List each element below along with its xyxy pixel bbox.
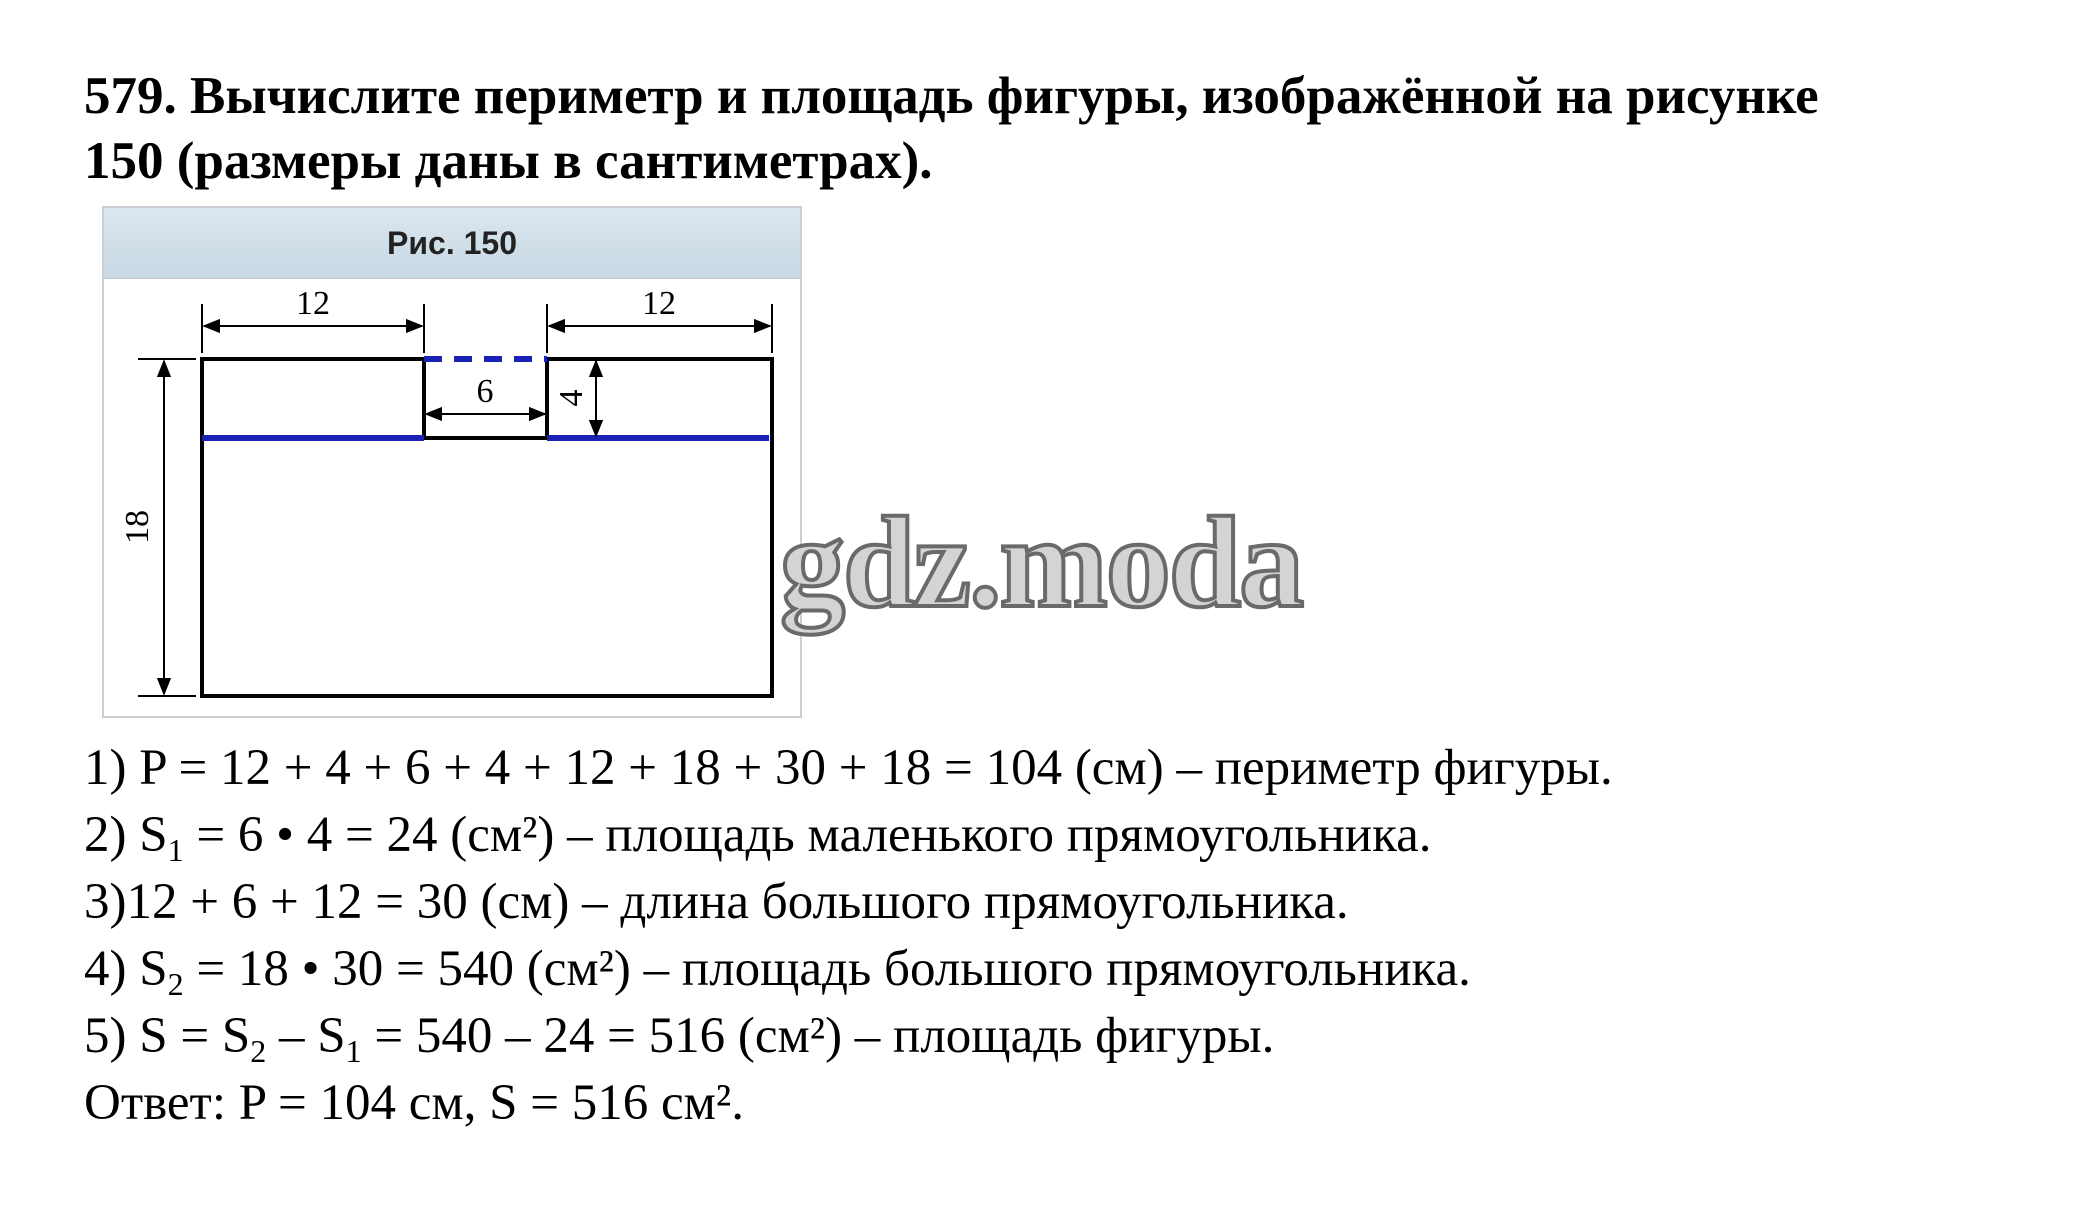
watermark-logo: gdz.moda <box>780 491 1303 635</box>
dim-label-notch-depth: 4 <box>553 389 590 407</box>
figure-150 <box>102 206 802 718</box>
solution-text: Ответ: P = 104 см, S = 516 см². <box>84 1075 744 1131</box>
solution-line-4 <box>84 936 2044 1003</box>
solution-line-5 <box>84 1003 2044 1070</box>
problem-line-2: 150 (размеры даны в сантиметрах). <box>84 132 933 190</box>
solution-text: = 6 • 4 = 24 (см²) – площадь маленького прямоугольника. <box>183 807 1432 863</box>
problem-line-1: 579. Вычислите периметр и площадь фигуры, изображённой на рисунке <box>84 67 1819 125</box>
subscript: 2 <box>167 966 184 1002</box>
dim-label-height: 18 <box>119 510 156 544</box>
figure-drawing <box>104 208 804 720</box>
solution-text: 1) P = 12 + 4 + 6 + 4 + 12 + 18 + 30 + 18 = 104 (см) – периметр фигуры. <box>84 740 1613 796</box>
subscript: 1 <box>345 1033 362 1069</box>
solution-text: 5) S = S <box>84 1008 251 1064</box>
solution <box>84 735 2044 1137</box>
dim-label-top-right: 12 <box>642 285 676 322</box>
solution-text: – S <box>266 1008 346 1064</box>
problem-statement <box>84 64 2044 194</box>
dim-label-top-left: 12 <box>296 285 330 322</box>
solution-text: = 540 – 24 = 516 (см²) – площадь фигуры. <box>361 1008 1275 1064</box>
subscript: 2 <box>250 1033 267 1069</box>
solution-line-2 <box>84 802 2044 869</box>
solution-text: 4) S <box>84 941 168 997</box>
solution-line-3 <box>84 869 2044 936</box>
dim-label-notch-width: 6 <box>476 373 494 410</box>
solution-line-6 <box>84 1070 2044 1137</box>
figure-caption: Рис. 150 <box>387 224 517 261</box>
solution-text: 2) S <box>84 807 168 863</box>
subscript: 1 <box>167 832 184 868</box>
solution-text: = 18 • 30 = 540 (см²) – площадь большого прямоугольника. <box>183 941 1471 997</box>
solution-text: 3)12 + 6 + 12 = 30 (см) – длина большого прямоугольника. <box>84 874 1349 930</box>
solution-line-1 <box>84 735 2044 802</box>
